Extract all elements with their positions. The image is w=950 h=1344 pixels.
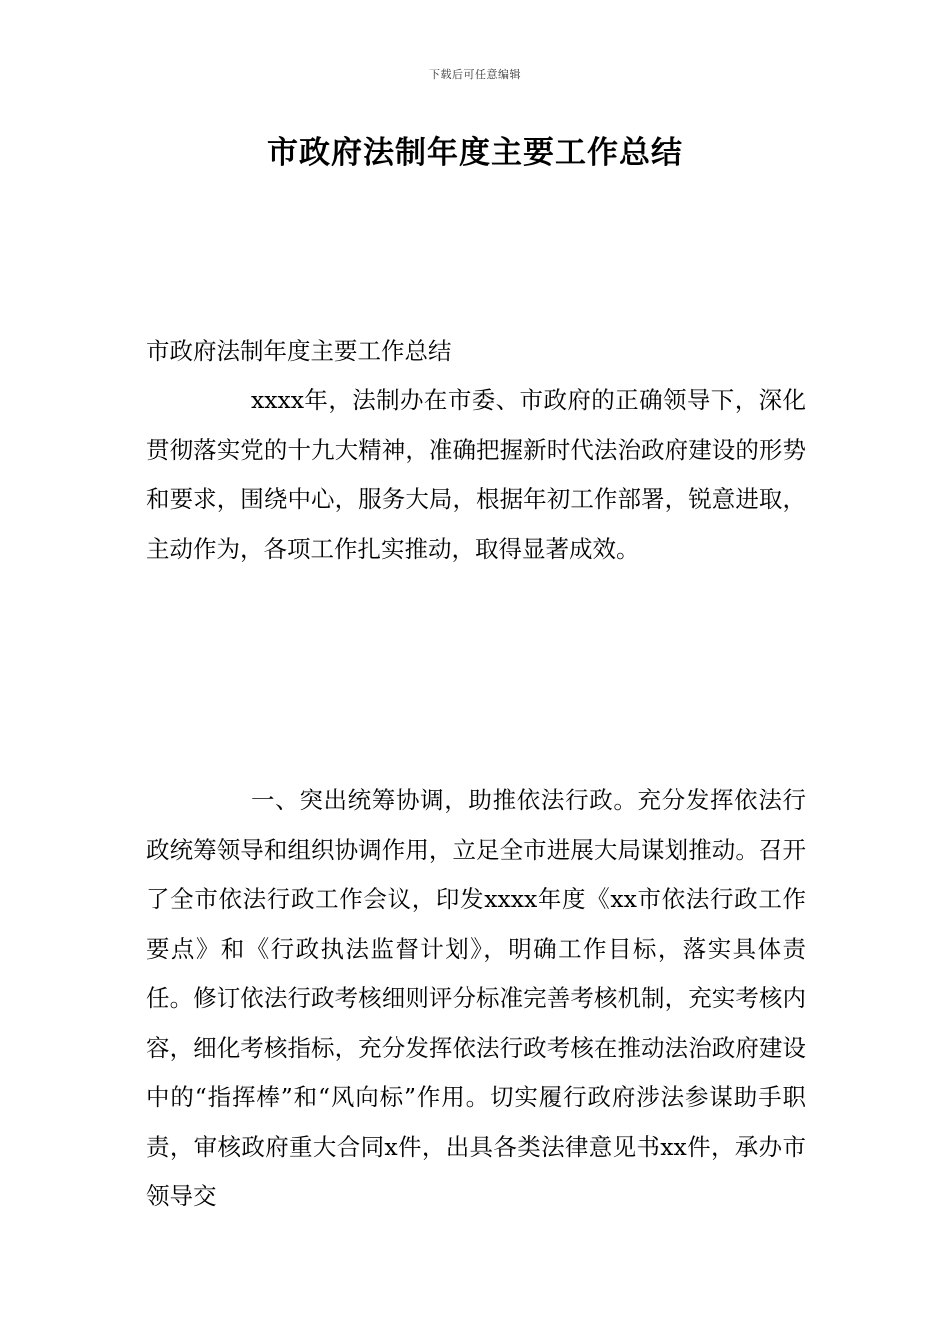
paragraph-intro: xxxx年，法制办在市委、市政府的正确领导下，深化贯彻落实党的十九大精神，准确把握新时代法治政府建设的形势和要求，围绕中心，服务大局，根据年初工作部署，锐意进取，主动作为，各项工作扎实推动，取得显著成效。 — [146, 386, 806, 563]
document-subtitle: 市政府法制年度主要工作总结 — [146, 337, 452, 365]
header-note: 下载后可任意编辑 — [429, 68, 521, 81]
paragraph-section-one: 一、突出统筹协调，助推依法行政。充分发挥依法行政统筹领导和组织协调作用，立足全市进展大局谋划推动。召开了全市依法行政工作会议，印发xxxx年度《xx市依法行政工作要点》和《行政执法监督计划》，明确工作目标，落实具体责任。修订依法行政考核细则评分标准完善考核机制，充实考核内容，细化考核指标，充分发挥依法行政考核在推动法治政府建设中的“指挥棒”和“风向标”作用。切实履行政府涉法参谋助手职责，审核政府重大合同x件，出具各类法律意见书xx件，承办市领导交 — [146, 786, 806, 1210]
document-title: 市政府法制年度主要工作总结 — [267, 135, 683, 171]
